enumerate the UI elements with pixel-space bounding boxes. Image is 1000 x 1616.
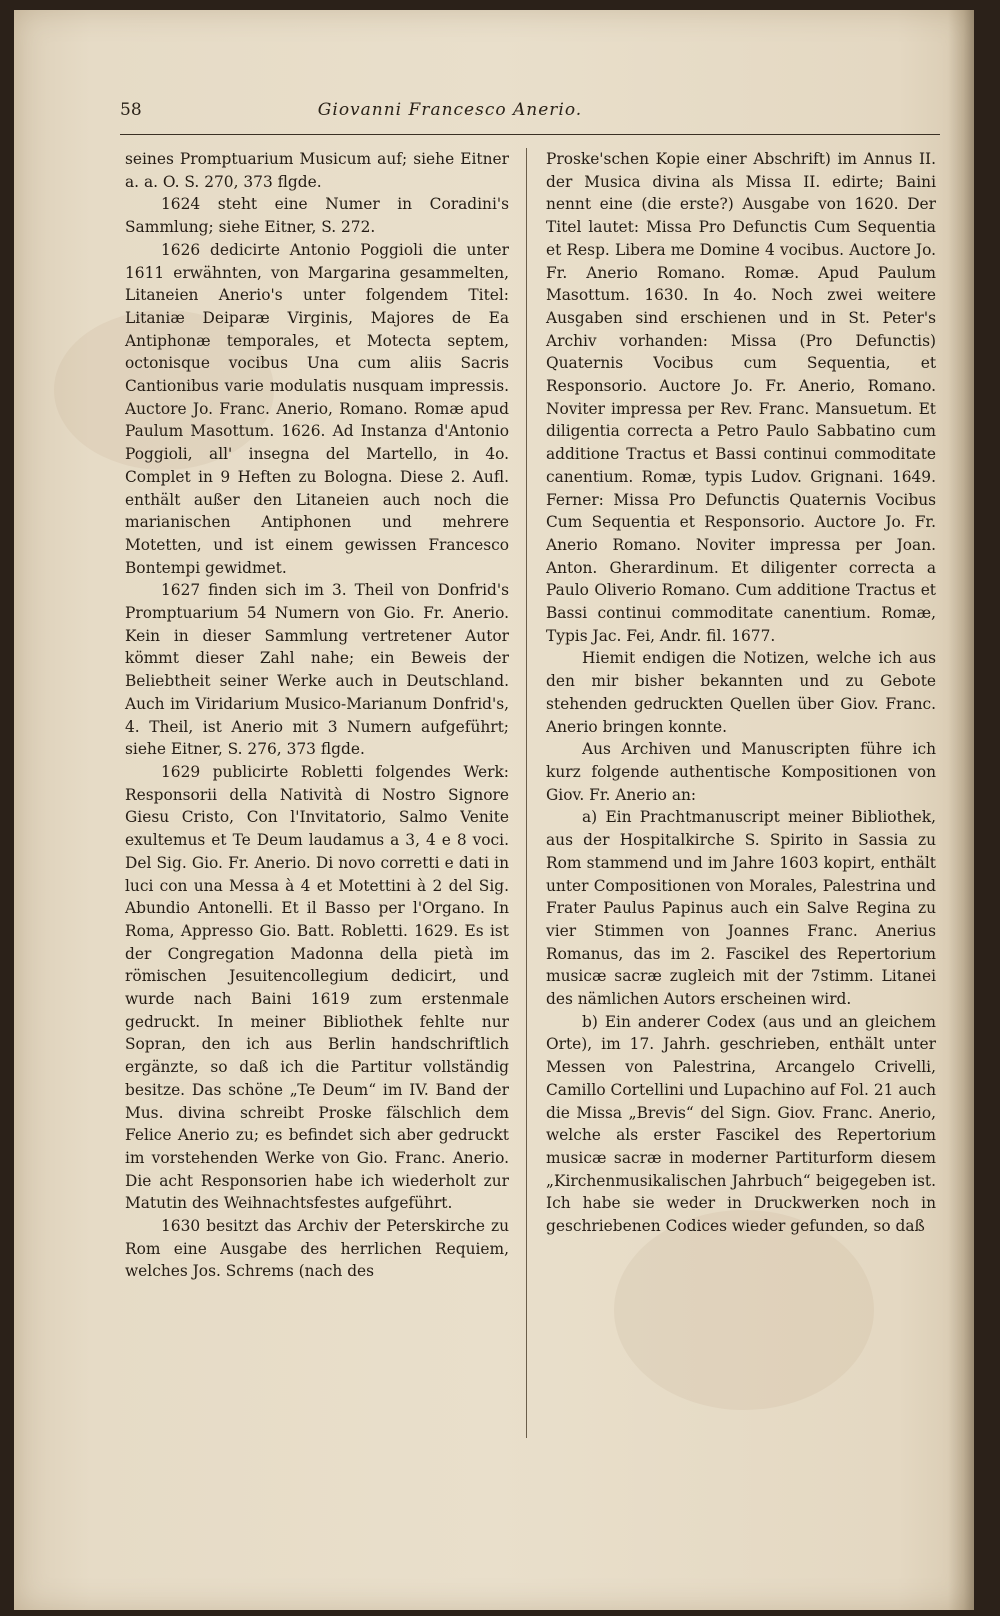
page-edge-shadow bbox=[948, 10, 974, 1610]
page-header bbox=[120, 98, 940, 128]
paper-stain bbox=[614, 1210, 874, 1410]
left-column bbox=[125, 148, 509, 1283]
paragraph: seines Promptuarium Musicum auf; siehe Eitner a. a. O. S. 270, 373 flgde. bbox=[125, 150, 509, 191]
paragraph: 1629 publicirte Robletti folgendes Werk: Responsorii della Natività di Nostro Signore Giesu Cristo, Con l'Invitatorio, Salmo Venite exultemus et Te Deum laudamus a 3, 4 e 8 voci. Del Sig. Gio. Fr. Anerio. Di novo corretti e dati in luci con una Messa à 4 et Motettini à 2 del Sig. Abundio Antonelli. Et il Basso per l'Organo. In Roma, Appresso Gio. Batt. Robletti. 1629. Es ist der Congregation Madonna della pietà im römischen Jesuitencollegium dedicirt, und wurde nach Baini 1619 zum erstenmale gedruckt. In meiner Bibliothek fehlte nur Sopran, den ich aus Berlin handschriftlich ergänzte, so daß ich die Partitur vollständig besitze. Das schöne „Te Deum“ im IV. Band der Mus. divina schreibt Proske fälschlich dem Felice Anerio zu; es befindet sich aber gedruckt im vorstehenden Werke von Gio. Franc. Anerio. Die acht Responsorien habe ich wiederholt zur Matutin des Weihnachtsfestes aufgeführt. bbox=[125, 762, 509, 1213]
paragraph: 1626 dedicirte Antonio Poggioli die unter 1611 erwähnten, von Margarina gesammelten, Litaneien Anerio's unter folgendem Titel: Litaniæ Deiparæ Virginis, Majores de Ea Antiphonæ temporales, et Motecta septem, octonisque vocibus Una cum aliis Sacris Cantionibus varie modulatis nusquam impressis. Auctore Jo. Franc. Anerio, Romano. Romæ apud Paulum Masottum. 1626. Ad Instanza d'Antonio Poggioli, all' insegna del Martello, in 4o. Complet in 9 Heften zu Bologna. Diese 2. Aufl. enthält außer den Litaneien auch noch die marianischen Antiphonen und mehrere Motetten, und ist einem gewissen Francesco Bontempi gewidmet. bbox=[125, 240, 509, 577]
paragraph: 1627 finden sich im 3. Theil von Donfrid's Promptuarium 54 Numern von Gio. Fr. Anerio. Kein in dieser Sammlung vertretener Autor kömmt dieser Zahl nahe; ein Beweis der Beliebtheit seiner Werke auch in Deutschland. Auch im Viridarium Musico-Marianum Donfrid's, 4. Theil, ist Anerio mit 3 Numern aufgeführt; siehe Eitner, S. 276, 373 flgde. bbox=[125, 581, 509, 759]
page-number: 58 bbox=[120, 100, 142, 120]
column-divider bbox=[526, 148, 527, 1438]
paragraph: Proske'schen Kopie einer Abschrift) im Annus II. der Musica divina als Missa II. edirte; Baini nennt eine (die erste?) Ausgabe von 1620. Der Titel lautet: Missa Pro Defunctis Cum Sequentia et Resp. Libera me Domine 4 vocibus. Auctore Jo. Fr. Anerio Romano. Romæ. Apud Paulum Masottum. 1630. In 4o. Noch zwei weitere Ausgaben sind erschienen und in St. Peter's Archiv vorhanden: Missa (Pro Defunctis) Quaternis Vocibus cum Sequentia, et Responsorio. Auctore Jo. Fr. Anerio, Romano. Noviter impressa per Rev. Franc. Mansuetum. Et diligentia correcta a Petro Paulo Sabbatino cum additione Tractus et Bassi continui commoditate canentium. Romæ, typis Ludov. Grignani. 1649. Ferner: Missa Pro Defunctis Quaternis Vocibus Cum Sequentia et Responsorio. Auctore Jo. Fr. Anerio Romano. Noviter impressa per Joan. Anton. Gherardinum. Et diligenter correcta a Paulo Oliverio Romano. Cum additione Tractus et Bassi continui commoditate canentium. Romæ, Typis Jac. Fei, Andr. fil. 1677. bbox=[546, 150, 936, 645]
paragraph: b) Ein anderer Codex (aus und an gleichem Orte), im 17. Jahrh. geschrieben, enthält unter Messen von Palestrina, Arcangelo Crivelli, Camillo Cortellini und Lupachino auf Fol. 21 auch die Missa „Brevis“ del Sign. Giov. Franc. Anerio, welche als erster Fascikel des Repertorium musicæ sacræ in moderner Partiturform diesem „Kirchenmusikalischen Jahrbuch“ beigegeben ist. Ich habe sie weder in Druckwerken noch in geschriebenen Codices wieder gefunden, so daß bbox=[546, 1012, 936, 1236]
paragraph: Hiemit endigen die Notizen, welche ich aus den mir bisher bekannten und zu Gebote stehenden gedruckten Quellen über Giov. Franc. Anerio bringen konnte. bbox=[546, 649, 936, 736]
header-rule bbox=[120, 134, 940, 135]
paragraph: Aus Archiven und Manuscripten führe ich kurz folgende authentische Kompositionen von Giov. Fr. Anerio an: bbox=[546, 740, 936, 804]
paragraph: 1624 steht eine Numer in Coradini's Sammlung; siehe Eitner, S. 272. bbox=[125, 195, 509, 237]
paragraph: 1630 besitzt das Archiv der Peterskirche zu Rom eine Ausgabe des herrlichen Requiem, welches Jos. Schrems (nach des bbox=[125, 1217, 509, 1281]
paragraph: a) Ein Prachtmanuscript meiner Bibliothek, aus der Hospitalkirche S. Spirito in Sassia zu Rom stammend und im Jahre 1603 kopirt, enthält unter Compositionen von Morales, Palestrina und Frater Paulus Papinus auch ein Salve Regina zu vier Stimmen von Joannes Franc. Anerius Romanus, das im 2. Fascikel des Repertorium musicæ sacræ zugleich mit der 7stimm. Litanei des nämlichen Autors erscheinen wird. bbox=[546, 808, 936, 1009]
right-column bbox=[546, 148, 936, 1238]
running-title: Giovanni Francesco Anerio. bbox=[317, 100, 583, 120]
